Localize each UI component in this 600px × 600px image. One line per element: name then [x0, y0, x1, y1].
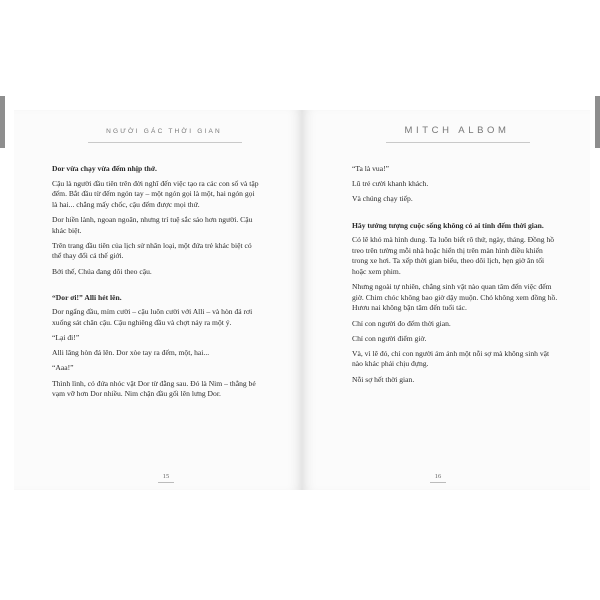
- page-text: [352, 164, 558, 390]
- running-head-rule: [88, 142, 242, 143]
- paragraph: Chỉ con người đo đếm thời gian.: [352, 318, 451, 328]
- paragraph: Nhưng ngoài tự nhiên, chẳng sinh vật nào quan tâm đến việc đếm giờ. Chim chóc không bao giờ dậy muộn. Chó không xem đồng hồ. Hươu nai không bận tâm đến tuổi tác.: [352, 282, 558, 313]
- running-head: NGƯỜI GÁC THỜI GIAN: [106, 128, 222, 135]
- page-text: [52, 164, 260, 404]
- paragraph: Và chúng chạy tiếp.: [352, 194, 413, 204]
- section-heading: Hãy tưởng tượng cuộc sống không có ai tính đếm thời gian.: [352, 220, 544, 230]
- running-head-rule: [386, 142, 530, 143]
- page-number-label: 15: [162, 473, 170, 480]
- section-heading: Dor vừa chạy vừa đếm nhịp thở.: [52, 164, 157, 173]
- paragraph: Alli lăng hòn đá lên. Dor xòe tay ra đếm, một, hai...: [52, 348, 210, 358]
- paragraph: Cậu là người đầu tiên trên đời nghĩ đến việc tạo ra các con số và tập đếm. Bắt đầu từ đếm ngón tay – một ngón gọi là một, hai ngón gọi là hai... chẳng mấy chốc, cậu đếm được mọi thứ.: [52, 178, 259, 209]
- page-number-rule: [158, 482, 174, 483]
- paragraph: “Ta là vua!”: [352, 164, 389, 173]
- section-break: [352, 210, 558, 221]
- paragraph: Nỗi sợ hết thời gian.: [352, 374, 415, 384]
- page-number: [154, 473, 178, 480]
- paragraph: Và, vì lẽ đó, chỉ con người ám ảnh một nỗi sợ mà không sinh vật nào khác phải chịu đựng.: [352, 348, 550, 369]
- page-number: [426, 473, 450, 480]
- right-edge-strip: [595, 96, 600, 148]
- paragraph: Lũ trẻ cười khanh khách.: [352, 179, 429, 189]
- paragraph: Dor hiền lành, ngoan ngoãn, nhưng trí tuệ sắc sảo hơn người. Cậu khác biệt.: [52, 214, 253, 235]
- page-number-rule: [430, 482, 446, 483]
- running-head: MITCH ALBOM: [404, 125, 510, 136]
- section-heading: “Dor ơi!” Alli hét lên.: [52, 292, 122, 302]
- right-page: [302, 110, 590, 490]
- left-page: [14, 110, 302, 490]
- section-break: [52, 282, 260, 293]
- paragraph: Thình lình, có đứa nhóc vật Dor từ đằng sau. Đó là Nim – thằng bé vạm vỡ hơn Dor nhiều. Nim chặn đầu gối lên lưng Dor.: [52, 378, 256, 399]
- paragraph: Dor ngẩng đầu, mỉm cười – cậu luôn cười với Alli – và hòn đá rơi xuống sát chân cậu. Cậu nghiêng đầu và chợt nảy ra một ý.: [52, 307, 253, 327]
- paragraph: “Lại đi!”: [52, 333, 80, 343]
- paragraph: Có lẽ khó mà hình dung. Ta luôn biết rõ thứ, ngày, tháng. Đồng hồ treo trên tường mỗi nhà hoặc hiển thị trên màn hình điều khiển trong xe hơi. Ta xếp thời gian biểu, theo dõi lịch, hẹn giờ ăn tối hoặc xem phim.: [352, 235, 555, 276]
- paragraph: “Aaa!”: [52, 363, 74, 373]
- page-number-label: 16: [434, 473, 442, 480]
- paragraph: Chỉ con người điểm giờ.: [352, 333, 427, 343]
- paragraph: Trên trang đầu tiên của lịch sử nhân loại, một đứa trẻ khác biệt có thể thay đổi cả thế giới.: [52, 240, 252, 261]
- paragraph: Bởi thế, Chúa đang dõi theo cậu.: [52, 266, 152, 276]
- left-edge-strip: [0, 96, 5, 148]
